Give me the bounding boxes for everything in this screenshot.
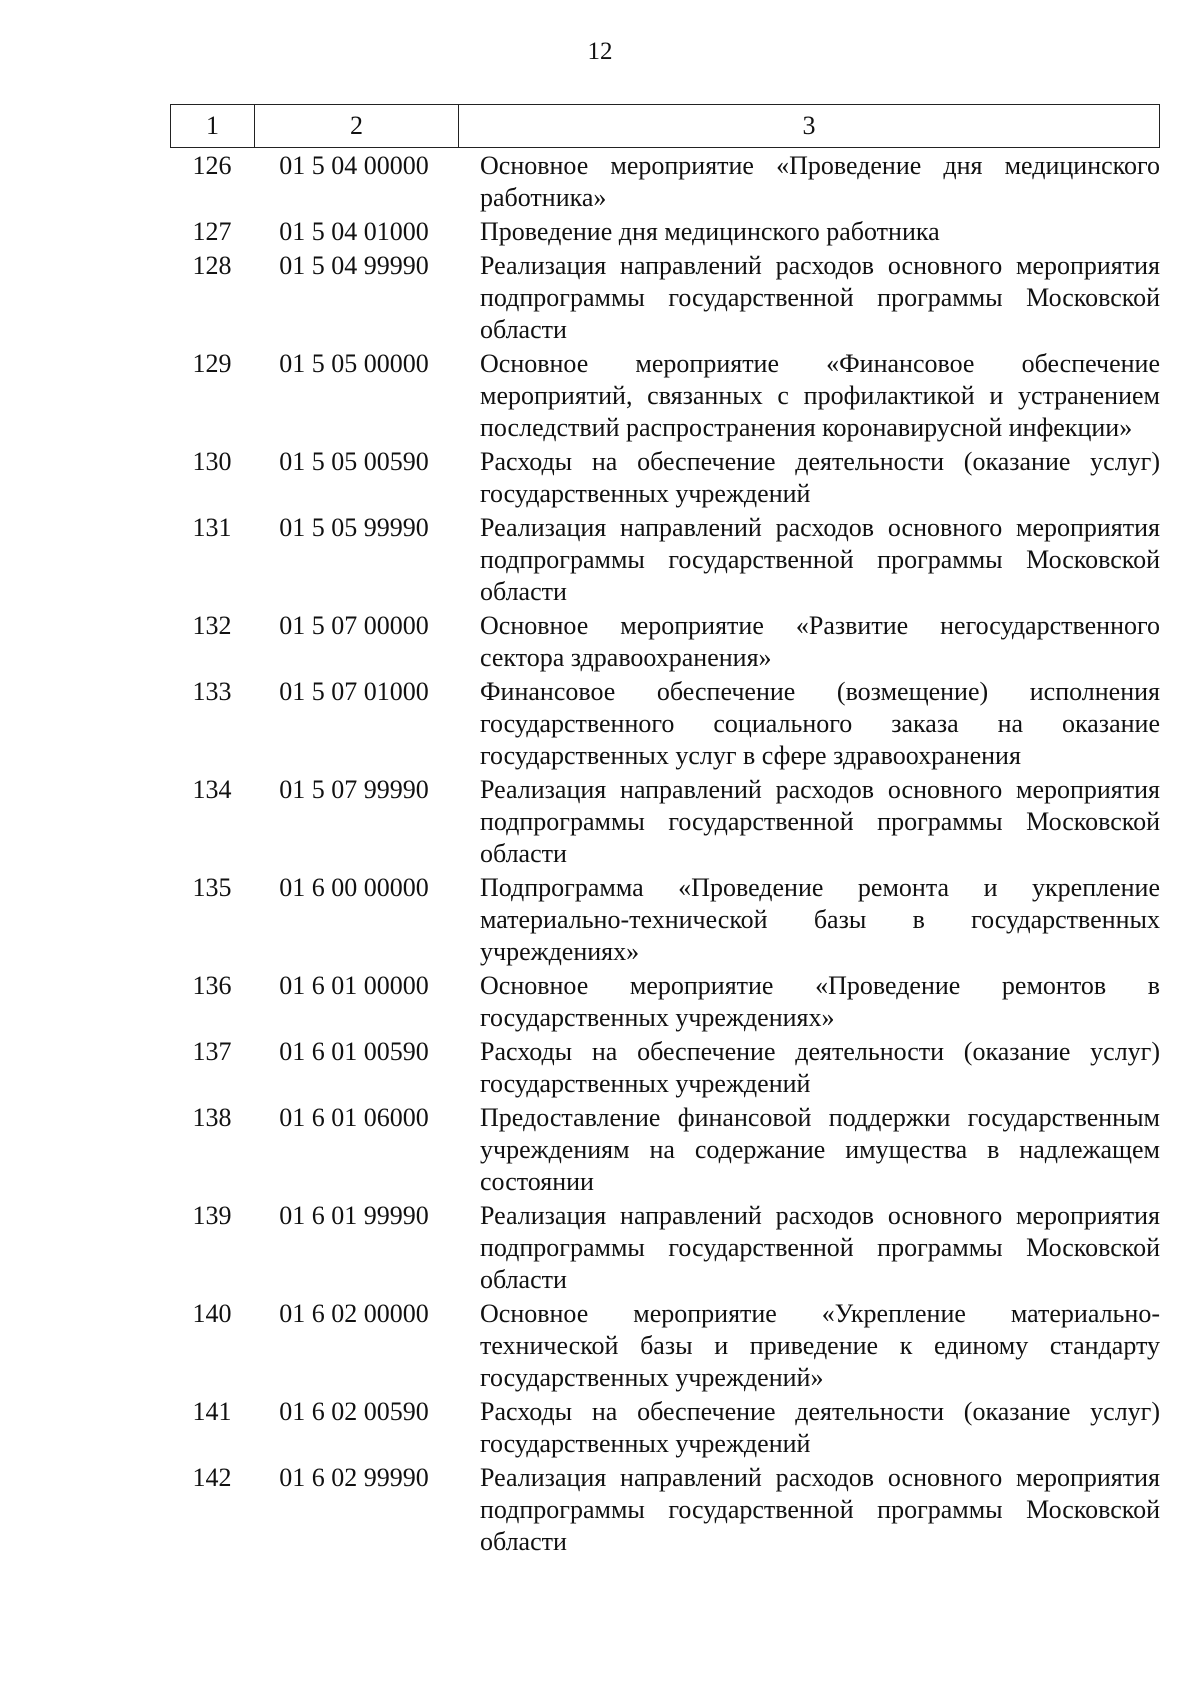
row-number: 137 (192, 1037, 232, 1066)
row-number: 140 (192, 1299, 232, 1328)
row-description: Реализация направлений расходов основного мероприятия подпрограммы государственной программы Московской области (480, 513, 1160, 606)
row-code: 01 6 00 00000 (279, 873, 429, 902)
row-number: 141 (192, 1397, 232, 1426)
row-description: Основное мероприятие «Финансовое обеспечение мероприятий, связанных с профилактикой и устранением последствий распространения коронавирусной инфекции» (480, 349, 1160, 442)
table-row (170, 970, 1160, 1034)
row-code: 01 6 01 00000 (279, 971, 429, 1000)
row-code: 01 6 01 06000 (279, 1103, 429, 1132)
row-description: Предоставление финансовой поддержки государственным учреждениям на содержание имущества в надлежащем состоянии (480, 1103, 1160, 1196)
row-number: 130 (192, 447, 232, 476)
row-code: 01 5 05 00590 (279, 447, 429, 476)
row-description: Реализация направлений расходов основного мероприятия подпрограммы государственной программы Московской области (480, 1201, 1160, 1294)
row-description: Расходы на обеспечение деятельности (оказание услуг) государственных учреждений (480, 447, 1160, 508)
table-row (170, 1036, 1160, 1100)
row-code: 01 6 01 99990 (279, 1201, 429, 1230)
table-row (170, 150, 1160, 214)
row-number: 135 (192, 873, 232, 902)
row-description: Реализация направлений расходов основного мероприятия подпрограммы государственной программы Московской области (480, 251, 1160, 344)
row-description: Основное мероприятие «Проведение ремонтов в государственных учреждениях» (480, 971, 1160, 1032)
table-row (170, 348, 1160, 444)
row-number: 138 (192, 1103, 232, 1132)
row-number: 127 (192, 217, 232, 246)
row-code: 01 6 02 99990 (279, 1463, 429, 1492)
row-description: Проведение дня медицинского работника (480, 217, 940, 246)
row-number: 131 (192, 513, 232, 542)
row-description: Финансовое обеспечение (возмещение) исполнения государственного социального заказа на оказание государственных услуг в сфере здравоохранения (480, 677, 1160, 770)
row-code: 01 5 05 99990 (279, 513, 429, 542)
table-row (170, 1102, 1160, 1198)
row-number: 134 (192, 775, 232, 804)
table-row (170, 250, 1160, 346)
table-header (170, 104, 1160, 148)
row-code: 01 5 07 01000 (279, 677, 429, 706)
table-row (170, 1298, 1160, 1394)
row-number: 132 (192, 611, 232, 640)
row-number: 142 (192, 1463, 232, 1492)
table-row (170, 512, 1160, 608)
table-body (170, 150, 1160, 1560)
row-description: Расходы на обеспечение деятельности (оказание услуг) государственных учреждений (480, 1397, 1160, 1458)
row-number: 128 (192, 251, 232, 280)
row-code: 01 6 01 00590 (279, 1037, 429, 1066)
row-number: 136 (192, 971, 232, 1000)
row-description: Расходы на обеспечение деятельности (оказание услуг) государственных учреждений (480, 1037, 1160, 1098)
row-code: 01 6 02 00590 (279, 1397, 429, 1426)
table-row (170, 1396, 1160, 1460)
table-row (170, 872, 1160, 968)
header-col-3: 3 (802, 111, 816, 140)
row-number: 133 (192, 677, 232, 706)
table-row (170, 446, 1160, 510)
row-description: Реализация направлений расходов основного мероприятия подпрограммы государственной программы Московской области (480, 775, 1160, 868)
row-code: 01 5 07 99990 (279, 775, 429, 804)
header-col-2: 2 (255, 105, 459, 147)
row-description: Основное мероприятие «Развитие негосударственного сектора здравоохранения» (480, 611, 1160, 672)
row-description: Реализация направлений расходов основного мероприятия подпрограммы государственной программы Московской области (480, 1463, 1160, 1556)
row-description: Основное мероприятие «Проведение дня медицинского работника» (480, 151, 1160, 212)
table-row (170, 1200, 1160, 1296)
header-col-1: 1 (171, 105, 255, 147)
row-code: 01 5 07 00000 (279, 611, 429, 640)
row-code: 01 5 04 01000 (279, 217, 429, 246)
table-row (170, 610, 1160, 674)
row-description: Основное мероприятие «Укрепление материально-технической базы и приведение к единому стандарту государственных учреждений» (480, 1299, 1160, 1392)
row-number: 126 (192, 151, 232, 180)
row-code: 01 5 05 00000 (279, 349, 429, 378)
row-code: 01 5 04 99990 (279, 251, 429, 280)
table-row (170, 676, 1160, 772)
page-number: 12 (587, 38, 613, 65)
row-number: 139 (192, 1201, 232, 1230)
row-number: 129 (192, 349, 232, 378)
table-row (170, 1462, 1160, 1558)
table-row (170, 774, 1160, 870)
row-description: Подпрограмма «Проведение ремонта и укрепление материально-технической базы в государственных учреждениях» (480, 873, 1160, 966)
row-code: 01 6 02 00000 (279, 1299, 429, 1328)
row-code: 01 5 04 00000 (279, 151, 429, 180)
table-row (170, 216, 1160, 248)
